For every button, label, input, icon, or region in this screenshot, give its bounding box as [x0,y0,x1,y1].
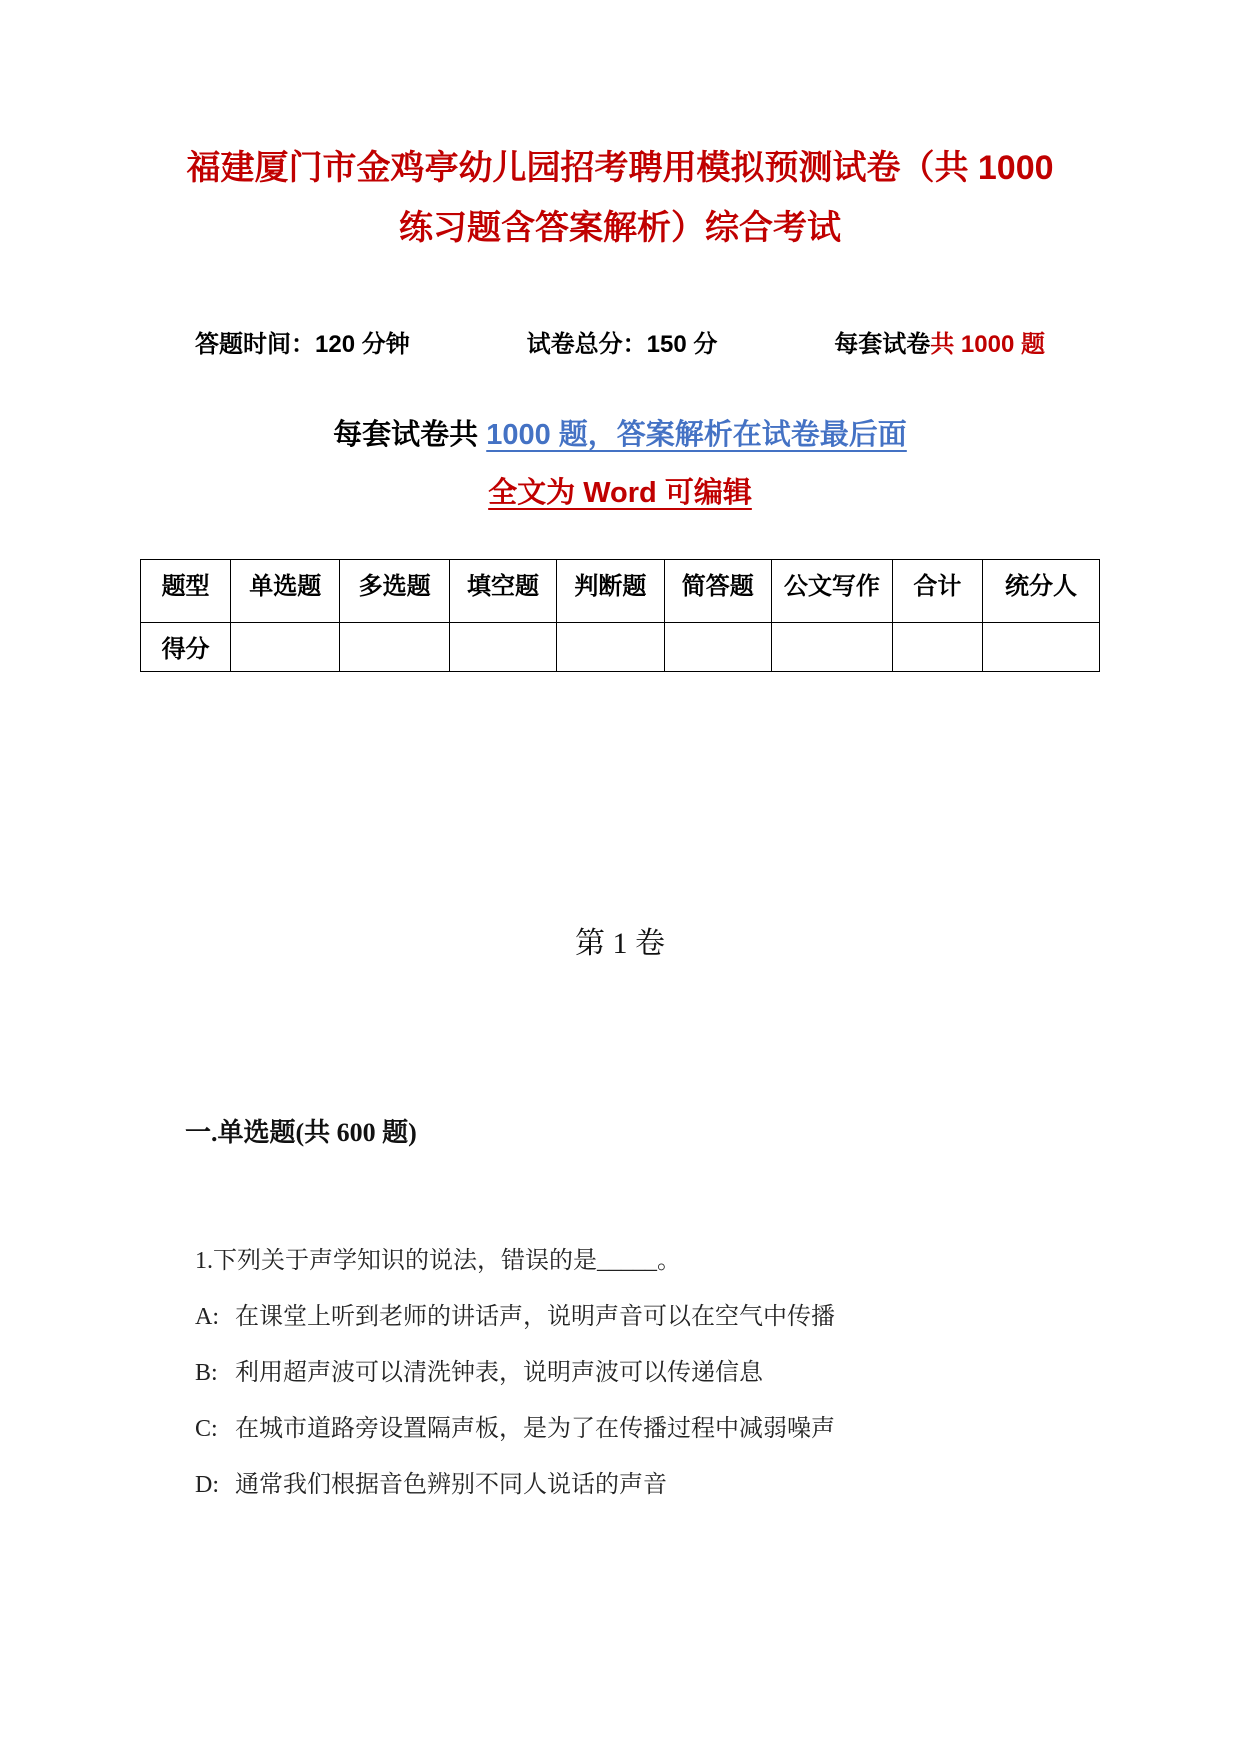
option-d-text: 通常我们根据音色辨别不同人说话的声音 [235,1472,667,1498]
option-c-text: 在城市道路旁设置隔声板，是为了在传播过程中减弱噪声 [235,1416,835,1442]
per-set-prefix: 每套试卷 [834,331,931,358]
question-1-block [195,1244,1100,1502]
exam-meta-row [140,324,1100,359]
total-score-label: 试卷总分：150 分 [526,331,718,358]
question-1-text: 1.下列关于声学知识的说法，错误的是_____。 [195,1248,681,1274]
option-b-label: B: [195,1360,218,1386]
notice-line1 [140,415,1100,455]
score-cell-empty [557,623,664,672]
notice-line1-prefix: 每套试卷共 [333,419,487,451]
score-cell-empty [771,623,892,672]
score-table-header-row [141,560,1100,623]
answers-location-link[interactable]: 1000 题，答案解析在试卷最后面 [486,419,907,451]
score-cell-empty [340,623,449,672]
score-cell-empty [664,623,771,672]
question-1-option-c [195,1412,1100,1446]
per-set-count-highlight: 共 1000 题 [930,331,1045,358]
question-1-option-a [195,1300,1100,1334]
score-table-header-single-choice: 单选题 [231,560,340,623]
score-table-header-multi-choice: 多选题 [340,560,449,623]
score-table-header-short-answer: 简答题 [664,560,771,623]
answer-time-label: 答题时间：120 分钟 [195,331,410,358]
option-d-label: D: [195,1472,219,1498]
score-table-score-row [141,623,1100,672]
question-1-option-b [195,1356,1100,1390]
score-cell-empty [982,623,1099,672]
score-table-header-total: 合计 [892,560,982,623]
volume-title: 第 1 卷 [575,927,665,960]
per-set-label [834,324,1045,359]
score-table-header-true-false: 判断题 [557,560,664,623]
score-table [140,559,1100,672]
score-table-header-fill-blank: 填空题 [449,560,556,623]
score-row-label: 得分 [141,623,231,672]
score-cell-empty [231,623,340,672]
score-cell-empty [449,623,556,672]
score-table-header-official-writing: 公文写作 [771,560,892,623]
score-cell-empty [892,623,982,672]
score-table-header-question-type: 题型 [141,560,231,623]
option-c-label: C: [195,1416,218,1442]
document-title [140,138,1100,258]
section-heading: 一.单选题(共 600 题) [185,1118,417,1147]
option-a-text: 在课堂上听到老师的讲话声，说明声音可以在空气中传播 [235,1304,835,1330]
score-table-header-scorer: 统分人 [982,560,1099,623]
option-b-text: 利用超声波可以清洗钟表，说明声波可以传递信息 [235,1360,763,1386]
notice-line2 [140,473,1100,513]
word-editable-link[interactable]: 全文为 Word 可编辑 [488,477,752,509]
document-title-line1: 福建厦门市金鸡亭幼儿园招考聘用模拟预测试卷（共 1000 [186,149,1054,187]
option-a-label: A: [195,1304,219,1330]
document-title-line2: 练习题含答案解析）综合考试 [399,209,841,247]
question-1-option-d [195,1468,1100,1502]
